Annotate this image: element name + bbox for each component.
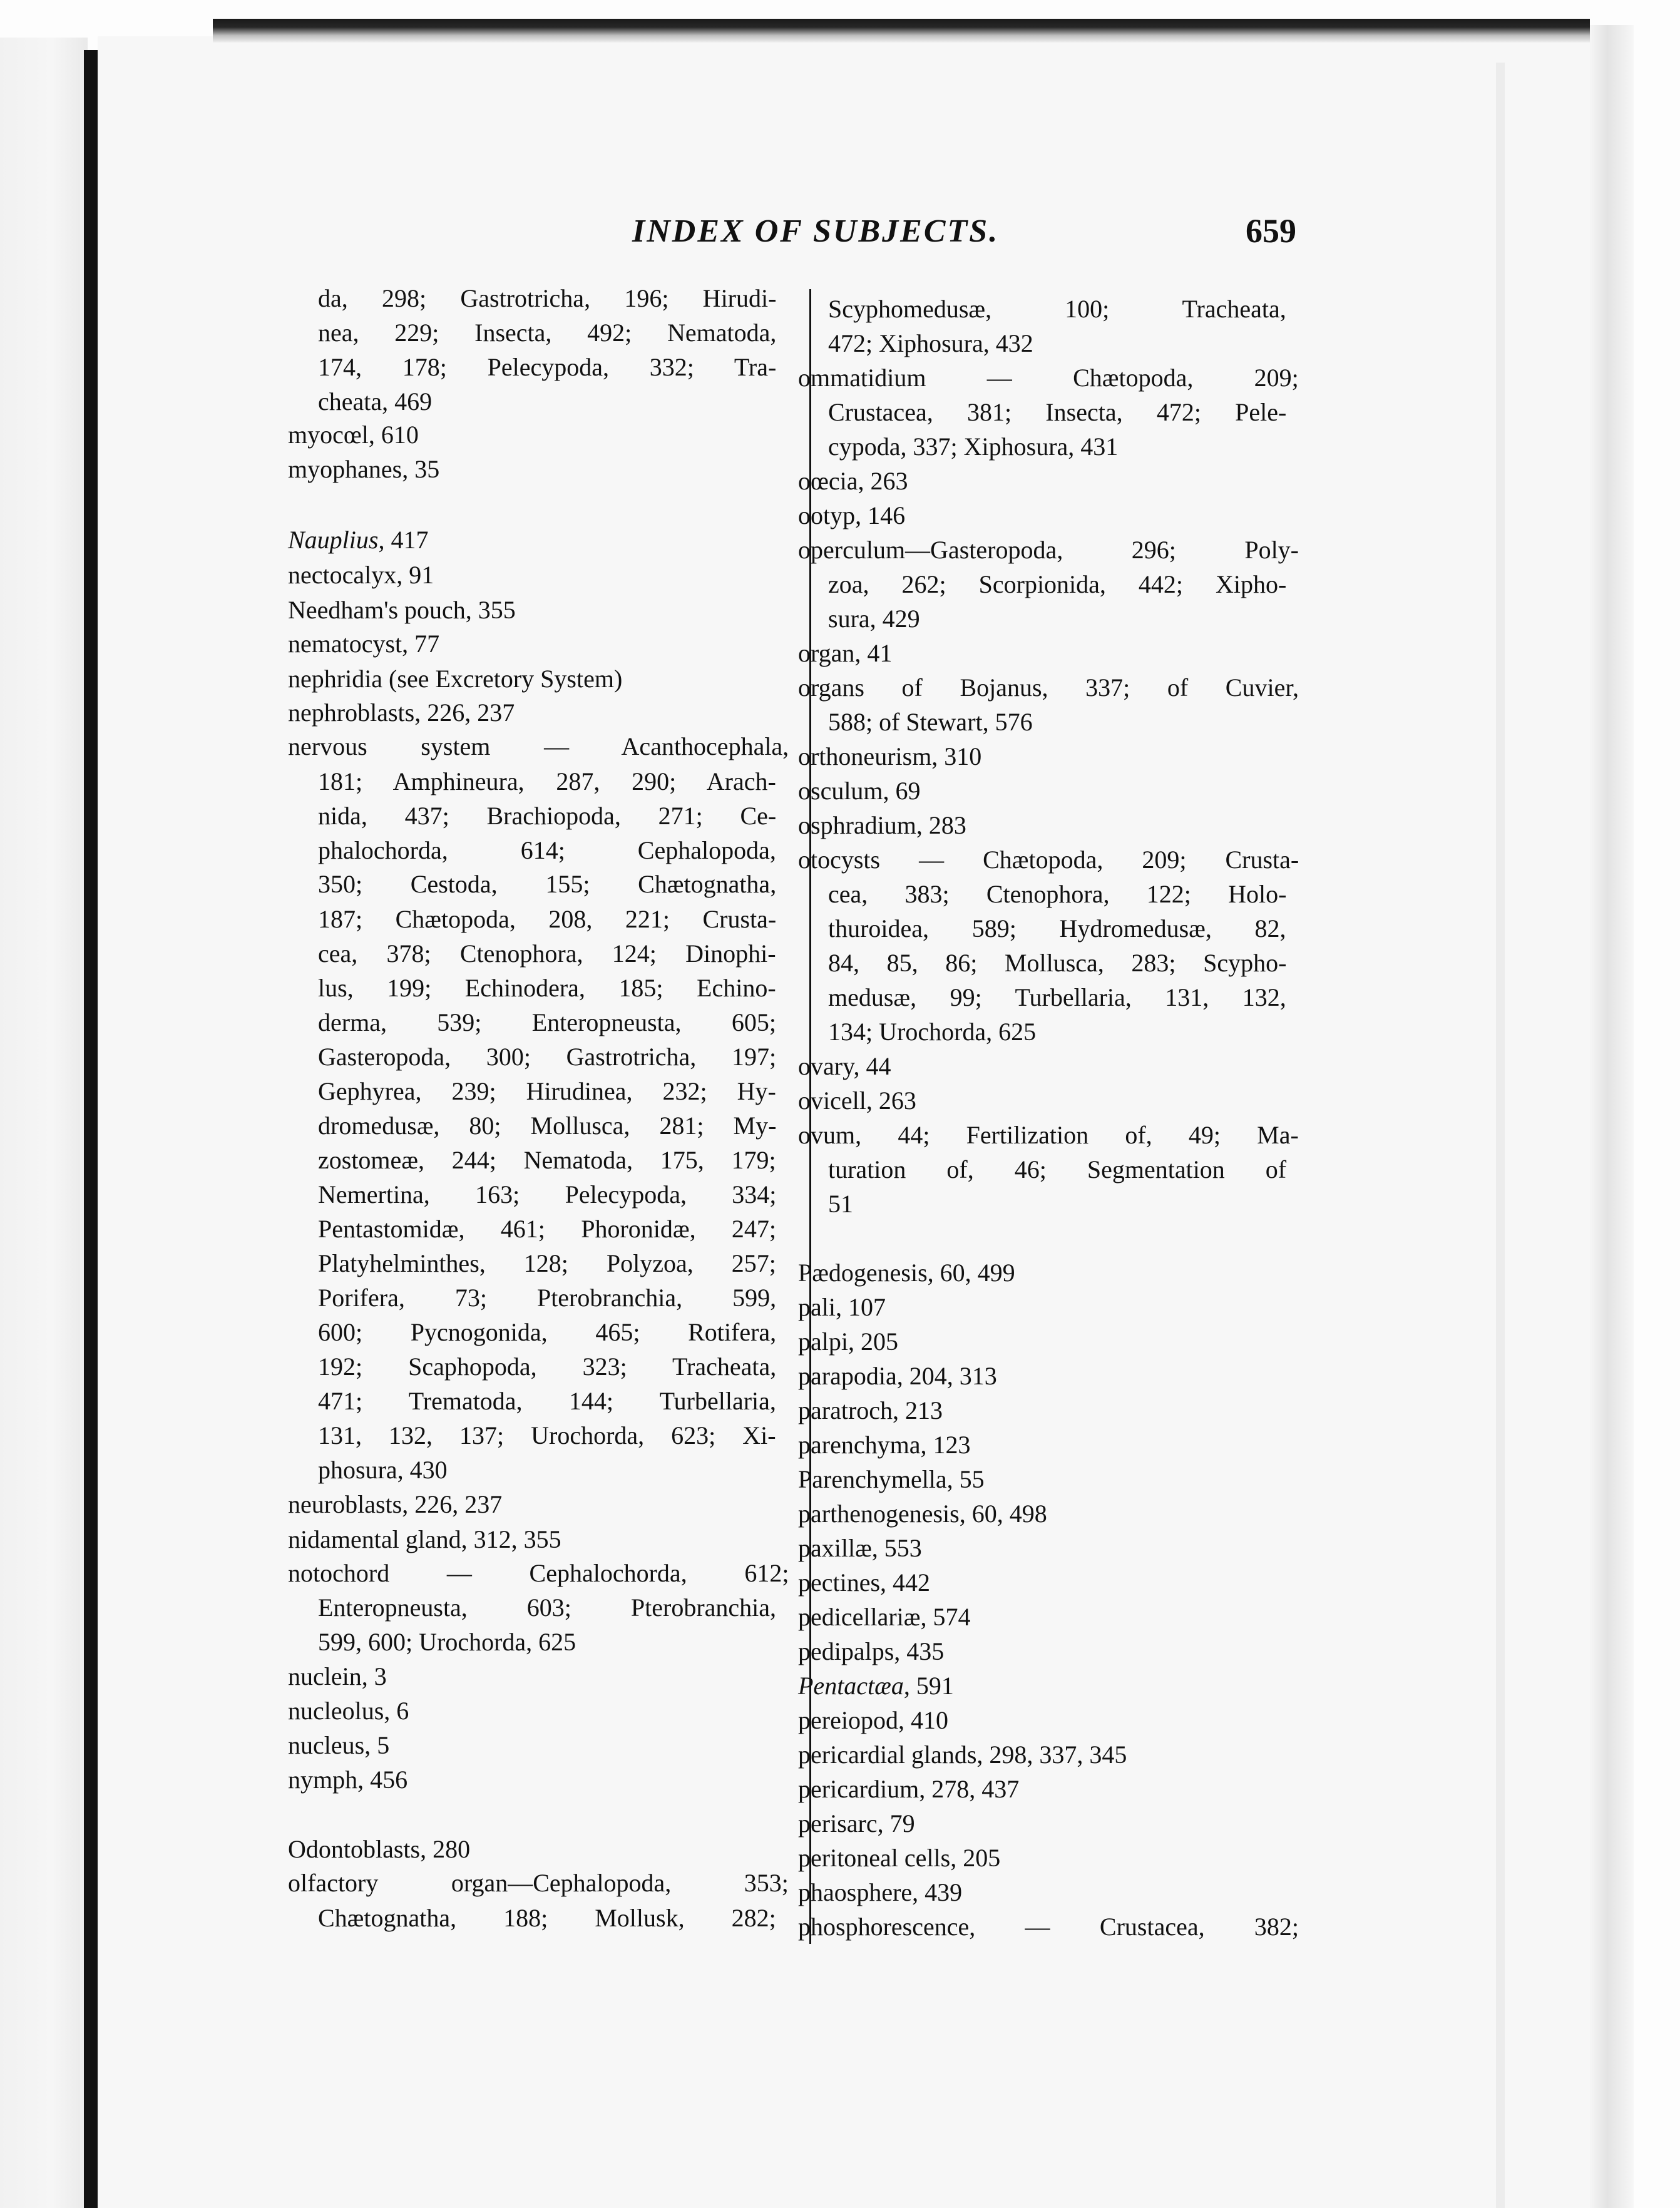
index-line: medusæ, 99; Turbellaria, 131, 132, [828, 983, 1286, 1011]
index-line: Nauplius, 417 [288, 526, 429, 554]
index-line: pedicellariæ, 574 [798, 1603, 971, 1631]
index-line: cea, 383; Ctenophora, 122; Holo- [828, 880, 1287, 908]
index-line: 588; of Stewart, 576 [828, 708, 1033, 736]
index-line: 471; Trematoda, 144; Turbellaria, [318, 1387, 776, 1415]
index-line: 187; Chætopoda, 208, 221; Crusta- [318, 905, 777, 933]
index-line: 192; Scaphopoda, 323; Tracheata, [318, 1352, 777, 1381]
index-line: organ, 41 [798, 639, 893, 667]
index-line: nea, 229; Insecta, 492; Nematoda, [318, 319, 777, 347]
page-crease [1496, 63, 1505, 2208]
index-line: ovary, 44 [798, 1052, 891, 1080]
index-line: myophanes, 35 [288, 455, 440, 483]
index-line: otocysts — Chætopoda, 209; Crusta- [798, 846, 1299, 874]
index-line: myocœl, 610 [288, 421, 419, 449]
index-line: nucleolus, 6 [288, 1697, 409, 1725]
index-line: nephroblasts, 226, 237 [288, 698, 515, 727]
index-line: nephridia (see Excretory System) [288, 665, 623, 693]
index-line: 131, 132, 137; Urochorda, 623; Xi- [318, 1421, 776, 1449]
index-line: Gasteropoda, 300; Gastrotricha, 197; [318, 1043, 777, 1071]
index-line: sura, 429 [828, 605, 920, 633]
index-line: 174, 178; Pelecypoda, 332; Tra- [318, 353, 777, 381]
index-line: nucleus, 5 [288, 1731, 390, 1759]
index-line: Crustacea, 381; Insecta, 472; Pele- [828, 398, 1287, 426]
index-line: Chætognatha, 188; Mollusk, 282; [318, 1904, 776, 1932]
index-line: phosphorescence, — Crustacea, 382; [798, 1913, 1299, 1941]
index-line: osphradium, 283 [798, 811, 966, 839]
index-line: Porifera, 73; Pterobranchia, 599, [318, 1284, 777, 1312]
index-line: 181; Amphineura, 287, 290; Arach- [318, 767, 776, 795]
index-line: pereiopod, 410 [798, 1706, 948, 1734]
index-line: parapodia, 204, 313 [798, 1362, 997, 1390]
index-line: 472; Xiphosura, 432 [828, 329, 1033, 357]
index-line: notochord — Cephalochorda, 612; [288, 1559, 789, 1587]
index-line: parenchyma, 123 [798, 1431, 971, 1459]
index-line: neuroblasts, 226, 237 [288, 1490, 503, 1518]
index-line: 51 [828, 1190, 853, 1218]
index-line: Scyphomedusæ, 100; Tracheata, [828, 295, 1286, 323]
index-line: 599, 600; Urochorda, 625 [318, 1628, 576, 1656]
index-line: cheata, 469 [318, 387, 433, 416]
index-line: thuroidea, 589; Hydromedusæ, 82, [828, 914, 1286, 943]
index-line: phalochorda, 614; Cephalopoda, [318, 836, 776, 864]
index-line: da, 298; Gastrotricha, 196; Hirudi- [318, 284, 777, 312]
index-line: ovum, 44; Fertilization of, 49; Ma- [798, 1121, 1299, 1149]
index-line: perisarc, 79 [798, 1809, 915, 1837]
index-line: phosura, 430 [318, 1456, 448, 1484]
index-line: osculum, 69 [798, 777, 921, 805]
index-line: nectocalyx, 91 [288, 561, 434, 589]
index-line: parthenogenesis, 60, 498 [798, 1500, 1047, 1528]
index-line: ootyp, 146 [798, 501, 906, 529]
index-line: Gephyrea, 239; Hirudinea, 232; Hy- [318, 1077, 776, 1105]
index-line: orthoneurism, 310 [798, 742, 982, 770]
index-line: organs of Bojanus, 337; of Cuvier, [798, 673, 1299, 702]
index-line: phaosphere, 439 [798, 1878, 963, 1906]
index-line: Pædogenesis, 60, 499 [798, 1259, 1015, 1287]
binding-gutter [0, 38, 88, 2208]
index-line: paxillæ, 553 [798, 1534, 922, 1562]
index-line: 134; Urochorda, 625 [828, 1018, 1037, 1046]
index-line: operculum—Gasteropoda, 296; Poly- [798, 536, 1299, 564]
index-line: ommatidium — Chætopoda, 209; [798, 364, 1299, 392]
index-line: nidamental gland, 312, 355 [288, 1525, 561, 1553]
running-head: INDEX OF SUBJECTS. [632, 213, 1000, 249]
index-line: pericardium, 278, 437 [798, 1775, 1020, 1803]
index-line: olfactory organ—Cephalopoda, 353; [288, 1869, 789, 1897]
index-line: nymph, 456 [288, 1766, 408, 1794]
index-line: Pentastomidæ, 461; Phoronidæ, 247; [318, 1215, 777, 1243]
index-line: zoa, 262; Scorpionida, 442; Xipho- [828, 570, 1287, 598]
index-line: Parenchymella, 55 [798, 1465, 985, 1493]
index-line: pericardial glands, 298, 337, 345 [798, 1740, 1127, 1769]
index-line: 600; Pycnogonida, 465; Rotifera, [318, 1318, 777, 1346]
index-line: Platyhelminthes, 128; Polyzoa, 257; [318, 1249, 776, 1277]
index-line: turation of, 46; Segmentation of [828, 1155, 1287, 1183]
index-line: Enteropneusta, 603; Pterobranchia, [318, 1593, 777, 1622]
index-line: oœcia, 263 [798, 467, 908, 495]
index-line: cea, 378; Ctenophora, 124; Dinophi- [318, 939, 776, 968]
page-right-edge [1590, 25, 1634, 2208]
index-line: nematocyst, 77 [288, 630, 440, 658]
index-line: zostomeæ, 244; Nematoda, 175, 179; [318, 1146, 776, 1174]
index-line: pali, 107 [798, 1293, 886, 1321]
index-line: derma, 539; Enteropneusta, 605; [318, 1008, 776, 1036]
index-line: peritoneal cells, 205 [798, 1844, 1001, 1872]
index-line: 84, 85, 86; Mollusca, 283; Scypho- [828, 949, 1287, 977]
page-number: 659 [1246, 212, 1296, 250]
index-line: cypoda, 337; Xiphosura, 431 [828, 432, 1119, 461]
binding-edge [84, 50, 98, 2208]
index-line: 350; Cestoda, 155; Chætognatha, [318, 870, 777, 898]
index-line: pedipalps, 435 [798, 1637, 945, 1665]
index-line: Needham's pouch, 355 [288, 596, 516, 624]
index-line: lus, 199; Echinodera, 185; Echino- [318, 974, 776, 1002]
index-line: ovicell, 263 [798, 1086, 916, 1115]
index-line: Pentactæa, 591 [798, 1672, 954, 1700]
index-line: palpi, 205 [798, 1327, 898, 1356]
index-line: pectines, 442 [798, 1568, 931, 1597]
index-line: nuclein, 3 [288, 1662, 387, 1690]
index-line: Nemertina, 163; Pelecypoda, 334; [318, 1180, 777, 1209]
index-line: nida, 437; Brachiopoda, 271; Ce- [318, 802, 777, 830]
index-line: Odontoblasts, 280 [288, 1835, 471, 1863]
index-line: nervous system — Acanthocephala, [288, 732, 789, 760]
index-line: dromedusæ, 80; Mollusca, 281; My- [318, 1112, 777, 1140]
index-line: paratroch, 213 [798, 1396, 943, 1424]
page-top-edge [213, 19, 1590, 43]
